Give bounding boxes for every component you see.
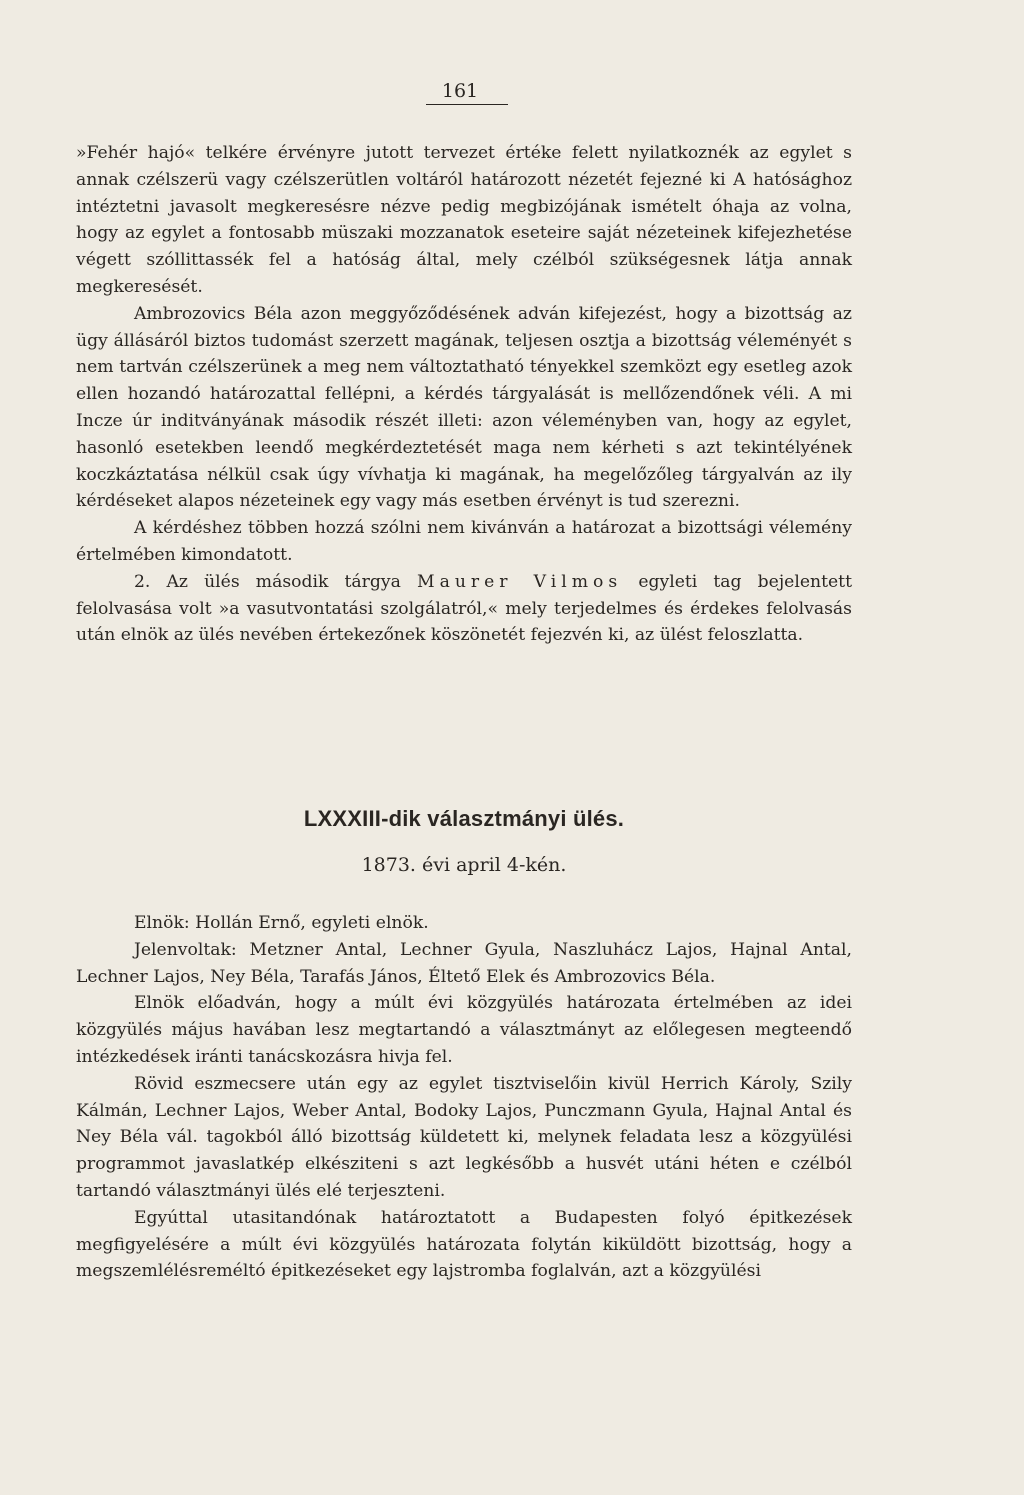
meeting-minutes <box>76 910 852 1285</box>
paragraph-attendees: Jelenvoltak: Metzner Antal, Lechner Gyula, Naszluhácz Lajos, Hajnal Antal, Lechner Lajos, Ney Béla, Tarafás János, Éltető Elek és Ambrozovics Béla. <box>76 939 852 987</box>
paragraph-committee: Rövid eszmecsere után egy az egylet tisztviselőin kivül Herrich Károly, Szily Kálmán, Lechner Lajos, Weber Antal, Bodoky Lajos, Punczmann Gyula, Hajnal Antal és Ney Béla vál. tagokból álló bizottság küldetett ki, melynek feladata lesz a közgyülési programmot javaslatkép elkésziteni s azt legkésőbb a husvét utáni héten e czélból tartandó választmányi ülés elé terjeszteni. <box>76 1073 852 1201</box>
paragraph-ambrozovics: Ambrozovics Béla azon meggyőződésének adván kifejezést, hogy a bizottság az ügy állásáról biztos tudomást szerzett magának, teljesen osztja a bizottság véleményét s nem tartván czélszerünek a meg nem változtatható tényekkel szemközt egy esetleg azok ellen hozandó határozattal fellépni, a kérdés tárgyalását is mellőzendőnek véli. A mi Incze úr inditványának második részét illeti: azon véleményben van, hogy az egylet, hasonló esetekben leendő megkérdeztetését maga nem kérheti s azt tekintélyének koczkáztatása nélkül csak úgy vívhatja ki magának, ha megelőzőleg tárgyalván az ily kérdéseket alapos nézeteinek egy vagy más esetben érvényt is tud szerezni. <box>76 303 852 512</box>
paragraph-resolution: A kérdéshez többen hozzá szólni nem kivánván a határozat a bizottsági vélemény értelmében kimondatott. <box>76 518 852 565</box>
page-number: 161 <box>441 80 479 102</box>
section-heading: LXXXIII-dik választmányi ülés. <box>303 806 625 831</box>
section-date: 1873. évi april 4-kén. <box>361 854 567 876</box>
paragraph-buildings: Egyúttal utasitandónak határoztatott a Budapesten folyó épitkezések megfigyelésére a múlt évi közgyülés határozata folytán kiküldött bizottság, hogy a megszemlélésreméltó épitkezéseket egy lajstromba foglalván, azt a közgyülési <box>76 1207 852 1282</box>
paragraph-feher-hajo: »Fehér hajó« telkére érvényre jutott tervezet értéke felett nyilatkoznék az egylet s annak czélszerü vagy czélszerütlen voltáról határozott nézetét fejezné ki A hatósághoz intéztetni javasolt megkeresésre nézve pedig megbizójának ismételt óhaja az volna, hogy az egylet a fontosabb müszaki mozzanatok eseteire saját nézeteinek kifejezhetése végett szóllittassék fel a hatóság által, mely czélból szükségesnek látja annak megkeresését. <box>76 143 852 297</box>
page-number-rule <box>426 104 508 105</box>
minutes-continuation <box>76 140 852 649</box>
paragraph-general-meeting: Elnök előadván, hogy a múlt évi közgyülés határozata értelmében az idei közgyülés május havában lesz megtartandó a választmányt az előlegesen megteendő intézkedések iránti tanácskozásra hivja fel. <box>76 993 852 1067</box>
paragraph-chair: Elnök: Hollán Ernő, egyleti elnök. <box>134 913 429 933</box>
paragraph-second-item <box>76 569 852 649</box>
second-item-lead: 2. Az ülés második tárgya <box>134 571 401 592</box>
speaker-name: Maurer Vilmos <box>416 571 623 592</box>
second-item-rest: egyleti tag bejelentett felolvasása volt »a vasutvontatási szolgálatról,« mely terjedelmes és érdekes felolvasás után elnök az ülés nevében értekezőnek köszönetét fejezvén ki, az ülést feloszlatta. <box>76 571 852 646</box>
